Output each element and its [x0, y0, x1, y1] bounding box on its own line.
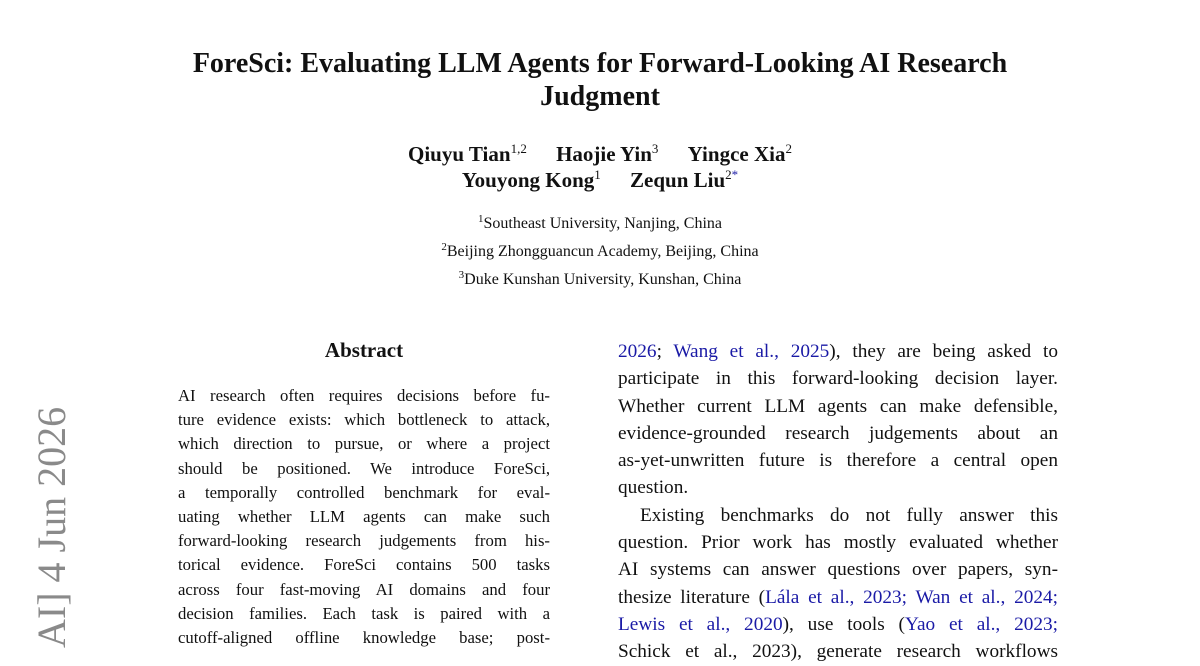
abstract-line: forward-looking research judgements from his- [178, 531, 550, 551]
affiliation: $^1$Southeast University, Nanjing, China [478, 213, 722, 232]
abstract-line: which direction to pursue, or where a project [178, 434, 550, 454]
title-line: Judgment [540, 81, 660, 112]
author: Qiuyu Tian$^{1,2}$ [408, 141, 527, 166]
author: Haojie Yin$^3$ [556, 141, 659, 166]
abstract-line: cutoff-aligned offline knowledge base; post- [178, 628, 550, 648]
citation-link[interactable]: Wang et al., 2025 [673, 341, 830, 362]
abstract-text [178, 384, 550, 650]
paper-title [0, 47, 1200, 113]
author-line [0, 167, 1200, 193]
author-line [0, 141, 1200, 167]
citation-link[interactable]: Yao et al., 2023; [904, 613, 1058, 635]
abstract-line: AI research often requires decisions before fu- [178, 386, 550, 405]
citation-link[interactable]: Lála et al., 2023; Wan et al., 2024; [765, 586, 1058, 608]
abstract-line: ture evidence exists: which bottleneck to attack, [178, 410, 550, 430]
intro-line: question. Prior work has mostly evaluated whether [618, 532, 1058, 554]
author: Yingce Xia$^2$ [687, 141, 792, 166]
intro-line: Existing benchmarks do not fully answer this [640, 504, 1058, 526]
intro-line: AI systems can answer questions over papers, syn- [618, 559, 1058, 581]
abstract-line: a temporally controlled benchmark for eval- [178, 482, 550, 502]
intro-line: participate in this forward-looking decision layer. [618, 368, 1058, 390]
affiliation: $^3$Duke Kunshan University, Kunshan, China [458, 269, 742, 288]
abstract-line: across four fast-moving AI domains and four [178, 579, 550, 599]
intro-line: 2026; Wang et al., 2025), they are being asked to [618, 341, 1058, 362]
abstract-line: uating whether LLM agents can make such [178, 507, 550, 527]
abstract-line: should be positioned. We introduce ForeSci, [178, 458, 550, 478]
citation-link[interactable]: Lewis et al., 2020 [618, 613, 783, 635]
title-line: ForeSci: Evaluating LLM Agents for Forward-Looking AI Research [192, 48, 1008, 79]
abstract-line: torical evidence. ForeSci contains 500 tasks [178, 555, 550, 575]
author-list [0, 141, 1200, 193]
author: Zequn Liu$^{2*}$ [630, 167, 739, 192]
abstract-line: decision families. Each task is paired with a [178, 603, 550, 623]
corresponding-author-mark[interactable]: * [731, 167, 739, 182]
intro-line: Schick et al., 2023), generate research workflows [618, 641, 1058, 663]
intro-line: thesize literature (Lála et al., 2023; Wan et al., 2024; [618, 586, 1058, 608]
author: Youyong Kong$^1$ [461, 167, 601, 192]
intro-line: evidence-grounded research judgements about an [618, 422, 1058, 444]
affiliation: $^2$Beijing Zhongguancun Academy, Beijing, China [441, 241, 759, 260]
intro-line: Lewis et al., 2020), use tools (Yao et al., 2023; [618, 613, 1058, 635]
intro-text [618, 338, 1058, 666]
citation-link[interactable]: 2026 [618, 341, 657, 362]
intro-line: as-yet-unwritten future is therefore a central open [618, 450, 1058, 472]
intro-line: question. [618, 477, 689, 499]
intro-line: Whether current LLM agents can make defensible, [618, 395, 1058, 417]
affiliation-list [0, 210, 1200, 294]
abstract-heading: Abstract [324, 338, 404, 362]
arxiv-side-stamp: AI] 4 Jun 2026 [29, 406, 74, 648]
